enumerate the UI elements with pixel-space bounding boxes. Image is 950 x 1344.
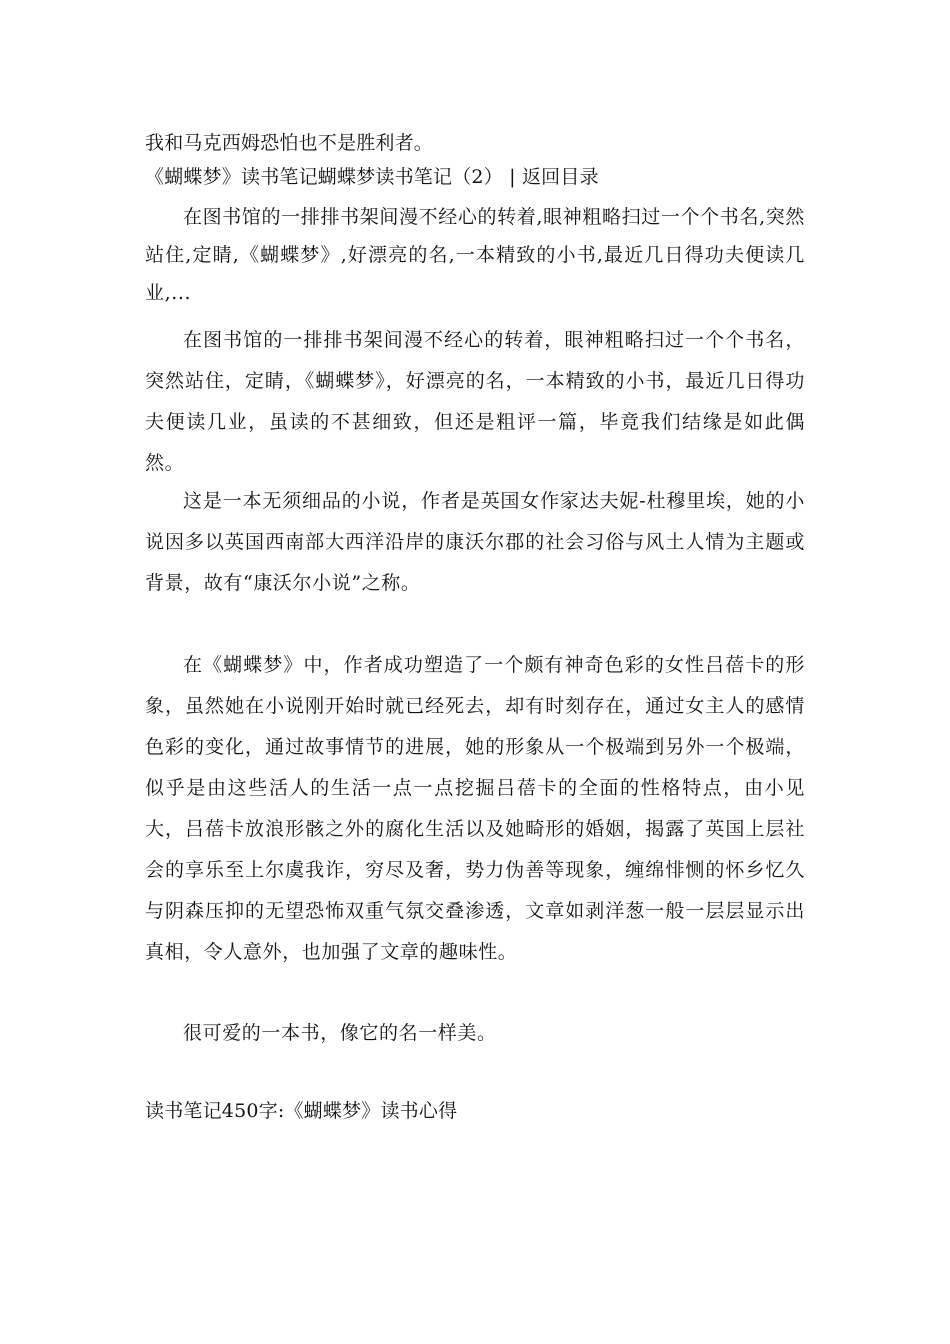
- summary-paragraph: 在图书馆的一排排书架间漫不经心的转着,眼神粗略扫过一个个书名,突然站住,定睛,《蝴蝶梦》,好漂亮的名,一本精致的小书,最近几日得功夫便读几业,...: [145, 206, 805, 304]
- body-paragraph-4: 很可爱的一本书，像它的名一样美。: [183, 1022, 497, 1044]
- article-heading-link[interactable]: 《蝴蝶梦》读书笔记蝴蝶梦读书笔记（2） | 返回目录: [145, 166, 599, 188]
- body-paragraph-3: 在《蝴蝶梦》中，作者成功塑造了一个颇有神奇色彩的女性吕蓓卡的形象，虽然她在小说刚开始时就已经死去，却有时刻存在，通过女主人的感情色彩的变化，通过故事情节的进展，她的形象从一个极端到另外一个极端，似乎是由这些活人的生活一点一点挖掘吕蓓卡的全面的性格特点，由小见大，吕蓓卡放浪形骸之外的腐化生活以及她畸形的婚姻，揭露了英国上层社会的享乐至上尔虞我诈，穷尽及奢，势力伪善等现象，缠绵悱恻的怀乡忆久与阴森压抑的无望恐怖双重气氛交叠渗透，文章如剥洋葱一般一层层显示出真相，令人意外，也加强了文章的趣味性。: [145, 654, 805, 963]
- related-article-link[interactable]: 读书笔记450字:《蝴蝶梦》读书心得: [145, 1100, 458, 1122]
- body-paragraph-1: 在图书馆的一排排书架间漫不经心的转着，眼神粗略扫过一个个书名，突然站住，定睛，《蝴蝶梦》，好漂亮的名，一本精致的小书，最近几日得功夫便读几业，虽读的不甚细致，但还是粗评一篇，毕竟我们结缘是如此偶然。: [145, 329, 805, 474]
- body-paragraph-2: 这是一本无须细品的小说，作者是英国女作家达夫妮-杜穆里埃，她的小说因多以英国西南部大西洋沿岸的康沃尔郡的社会习俗与风土人情为主题或背景，故有“康沃尔小说”之称。: [145, 490, 805, 594]
- intro-line: 我和马克西姆恐怕也不是胜利者。: [145, 132, 434, 154]
